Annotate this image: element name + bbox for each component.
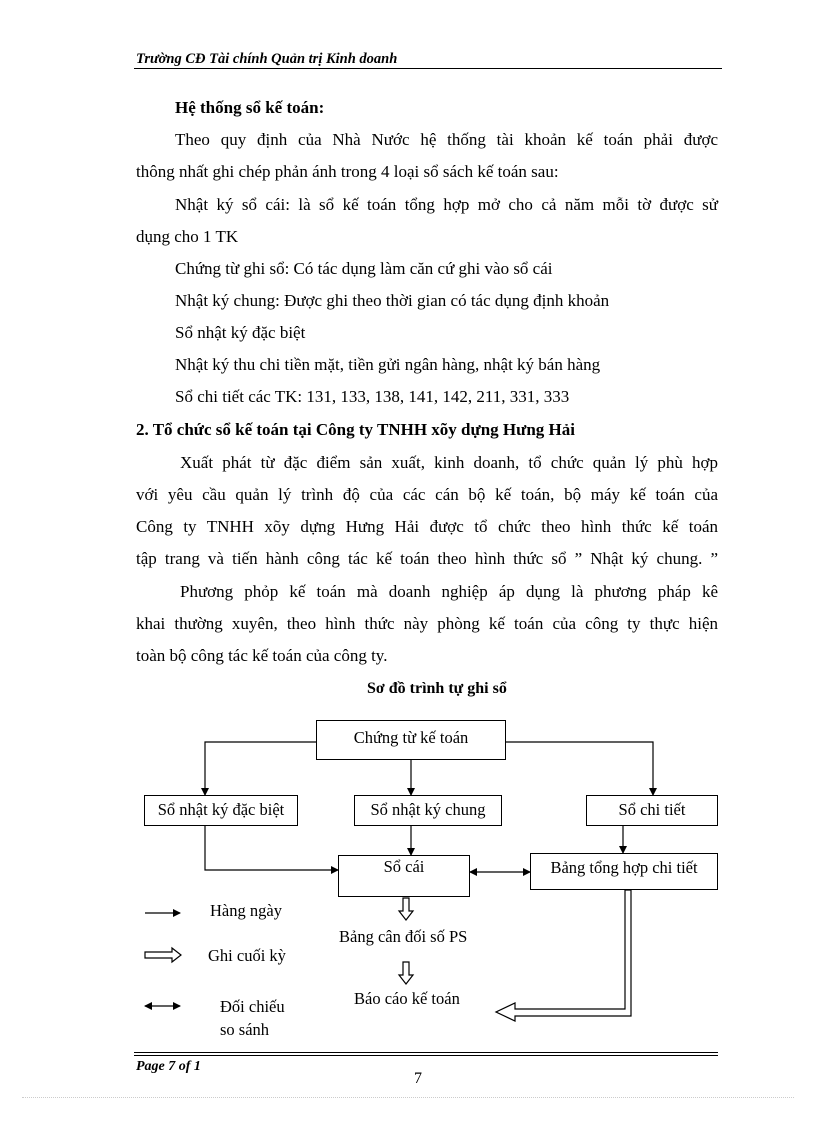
- box-accounting-documents: Chứng từ kế toán: [316, 720, 506, 760]
- paragraph-line: Nhật ký sổ cái: là sổ kế toán tổng hợp mở cho cả năm mỗi tờ được sử: [175, 195, 718, 214]
- paragraph-line: khai thường xuyên, theo hình thức này phòng kế toán của công ty thực hiện: [136, 614, 718, 633]
- box-general-ledger: Sổ cái: [338, 855, 470, 897]
- box-special-journal: Sổ nhật ký đặc biệt: [144, 795, 298, 826]
- footer-divider: [134, 1052, 718, 1053]
- paragraph-line: Phương phỏp kế toán mà doanh nghiệp áp dụng là phương pháp kê: [180, 582, 718, 601]
- list-item: Chứng từ ghi sổ: Có tác dụng làm căn cứ ghi vào sổ cái: [175, 259, 553, 278]
- box-detail-summary: Bảng tổng hợp chi tiết: [530, 853, 718, 890]
- list-item: Sổ nhật ký đặc biệt: [175, 323, 306, 342]
- footer-page-label: Page 7 of 1: [136, 1059, 201, 1074]
- paragraph-line: với yêu cầu quản lý trình độ của các cán bộ kế toán, bộ máy kế toán của: [136, 485, 718, 504]
- diagram-title: Sơ đồ trình tự ghi sổ: [367, 680, 507, 697]
- label-financial-reports: Báo cáo kế toán: [354, 989, 460, 1008]
- legend-end-of-period: Ghi cuối kỳ: [208, 946, 286, 965]
- heading-section-2: 2. Tổ chức sổ kế toán tại Công ty TNHH xõy dựng Hưng Hải: [136, 420, 575, 439]
- page-bottom-border: [22, 1097, 794, 1098]
- paragraph-line: thông nhất ghi chép phản ánh trong 4 loại sổ sách kế toán sau:: [136, 162, 559, 181]
- legend-compare-line2: so sánh: [220, 1020, 270, 1039]
- paragraph-line: Xuất phát từ đặc điểm sản xuất, kinh doanh, tổ chức quản lý phù hợp: [180, 453, 718, 472]
- paragraph-line: Theo quy định của Nhà Nước hệ thống tài khoản kế toán phải được: [175, 130, 718, 149]
- list-item: Nhật ký chung: Được ghi theo thời gian có tác dụng định khoản: [175, 291, 610, 310]
- paragraph-line: toàn bộ công tác kế toán của công ty.: [136, 646, 388, 665]
- list-item: Nhật ký thu chi tiền mặt, tiền gửi ngân hàng, nhật ký bán hàng: [175, 355, 601, 374]
- header-title: Trường CĐ Tài chính Quản trị Kinh doanh: [136, 51, 398, 67]
- label-trial-balance: Bảng cân đối số PS: [339, 927, 468, 946]
- list-item: Sổ chi tiết các TK: 131, 133, 138, 141, 142, 211, 331, 333: [175, 387, 570, 406]
- heading-accounting-books: Hệ thống sổ kế toán:: [175, 98, 325, 117]
- box-general-journal: Sổ nhật ký chung: [354, 795, 502, 826]
- paragraph-line: tập trang và tiến hành công tác kế toán theo hình thức sổ ” Nhật ký chung. ”: [136, 549, 718, 568]
- box-detail-books: Sổ chi tiết: [586, 795, 718, 826]
- paragraph-line: dụng cho 1 TK: [136, 227, 239, 246]
- legend-compare: Đối chiếu: [220, 997, 285, 1016]
- legend-daily: Hàng ngày: [210, 901, 282, 920]
- footer-divider-2: [134, 1055, 718, 1056]
- page-number: 7: [414, 1070, 422, 1087]
- paragraph-line: Công ty TNHH xõy dựng Hưng Hải được tổ chức theo hình thức kế toán: [136, 517, 718, 536]
